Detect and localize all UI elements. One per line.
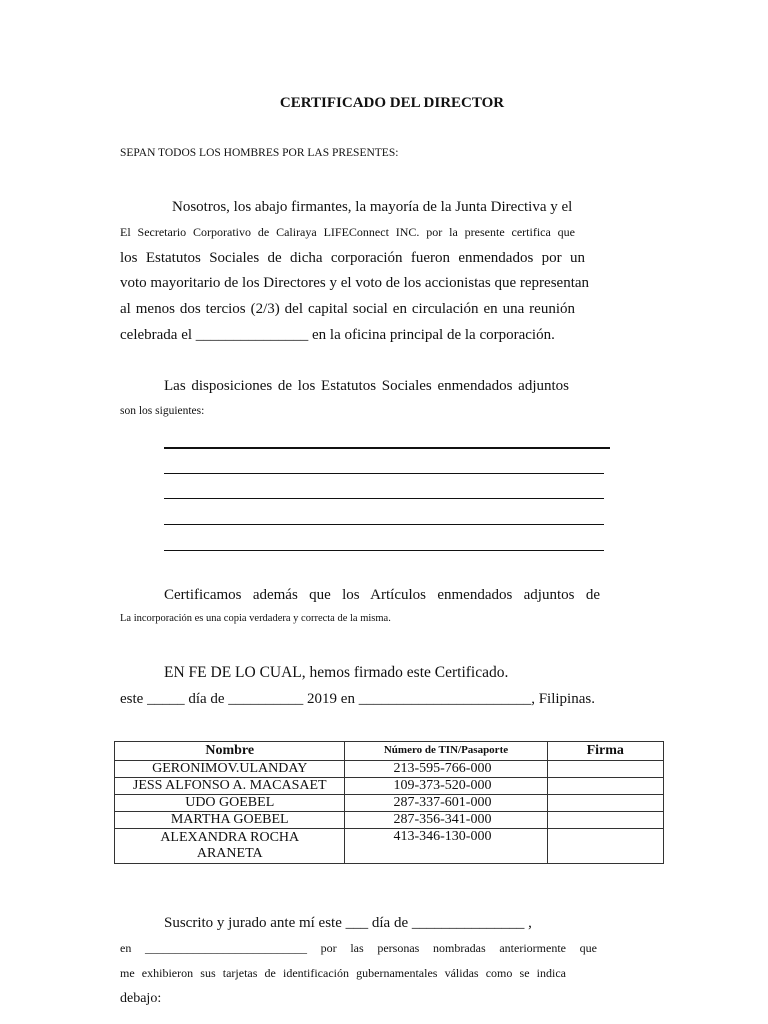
table-row — [115, 778, 664, 795]
provision-blank-line — [164, 498, 604, 499]
header-name: Nombre — [115, 742, 345, 761]
paragraph5-line4: debajo: — [120, 991, 162, 1006]
signer-tin: 213-595-766-000 — [345, 761, 547, 778]
signer-tin: 109-373-520-000 — [345, 778, 547, 795]
signer-signature — [547, 812, 663, 829]
paragraph4-line1: EN FE DE LO CUAL, hemos firmado este Certificado. — [164, 664, 509, 681]
paragraph5-line3: me exhibieron sus tarjetas de identificación gubernamentales válidas como se indica — [120, 966, 566, 980]
signer-signature — [547, 778, 663, 795]
paragraph1-line1: Nosotros, los abajo firmantes, la mayoría de la Junta Directiva y el — [172, 199, 573, 215]
signer-name: MARTHA GOEBEL — [115, 812, 345, 829]
paragraph3-line1: Certificamos además que los Artículos enmendados adjuntos de — [164, 587, 600, 603]
paragraph5-line2: en ___________________________ por las personas nombradas anteriormente que — [120, 941, 597, 955]
signer-name: UDO GOEBEL — [115, 795, 345, 812]
paragraph5-line1: Suscrito y jurado ante mí este ___ día de _______________ , — [164, 915, 532, 931]
table-row — [115, 761, 664, 778]
header-tin: Número de TIN/Pasaporte — [345, 742, 547, 761]
provision-blank-line — [164, 473, 604, 474]
paragraph1-line5: al menos dos tercios (2/3) del capital social en circulación en una reunión — [120, 301, 575, 317]
paragraph4-line2: este _____ día de __________ 2019 en _______________________, Filipinas. — [120, 691, 595, 707]
signer-tin: 287-356-341-000 — [345, 812, 547, 829]
header-signature: Firma — [547, 742, 663, 761]
signer-tin: 287-337-601-000 — [345, 795, 547, 812]
table-row — [115, 812, 664, 829]
paragraph2-line2: son los siguientes: — [120, 405, 205, 417]
signer-tin: 413-346-130-000 — [345, 829, 547, 864]
signer-name: ALEXANDRA ROCHA — [160, 830, 300, 845]
signer-name: JESS ALFONSO A. MACASAET — [115, 778, 345, 795]
provision-blank-line — [164, 524, 604, 525]
salutation: SEPAN TODOS LOS HOMBRES POR LAS PRESENTES: — [120, 147, 399, 159]
table-row — [115, 829, 664, 864]
signer-name-cell — [115, 829, 345, 864]
provision-blank-line — [164, 447, 610, 449]
table-row — [115, 795, 664, 812]
paragraph1-line3: los Estatutos Sociales de dicha corporación fueron enmendados por un — [120, 250, 585, 266]
signer-signature — [547, 795, 663, 812]
paragraph1-line6: celebrada el _______________ en la oficina principal de la corporación. — [120, 327, 555, 343]
document-title: CERTIFICADO DEL DIRECTOR — [279, 95, 505, 111]
table-header-row — [115, 742, 664, 761]
signers-table — [114, 741, 664, 864]
signer-signature — [547, 761, 663, 778]
signer-signature — [547, 829, 663, 864]
paragraph3-line2: La incorporación es una copia verdadera y correcta de la misma. — [120, 613, 391, 624]
signer-name: GERONIMOV.ULANDAY — [115, 761, 345, 778]
paragraph1-line4: voto mayoritario de los Directores y el voto de los accionistas que representan — [120, 275, 590, 291]
paragraph1-line2: El Secretario Corporativo de Caliraya LIFEConnect INC. por la presente certifica que — [120, 225, 575, 239]
paragraph2-line1: Las disposiciones de los Estatutos Sociales enmendados adjuntos — [164, 378, 569, 394]
provision-blank-line — [164, 550, 604, 551]
signer-name-continued: ARANETA — [196, 846, 263, 861]
